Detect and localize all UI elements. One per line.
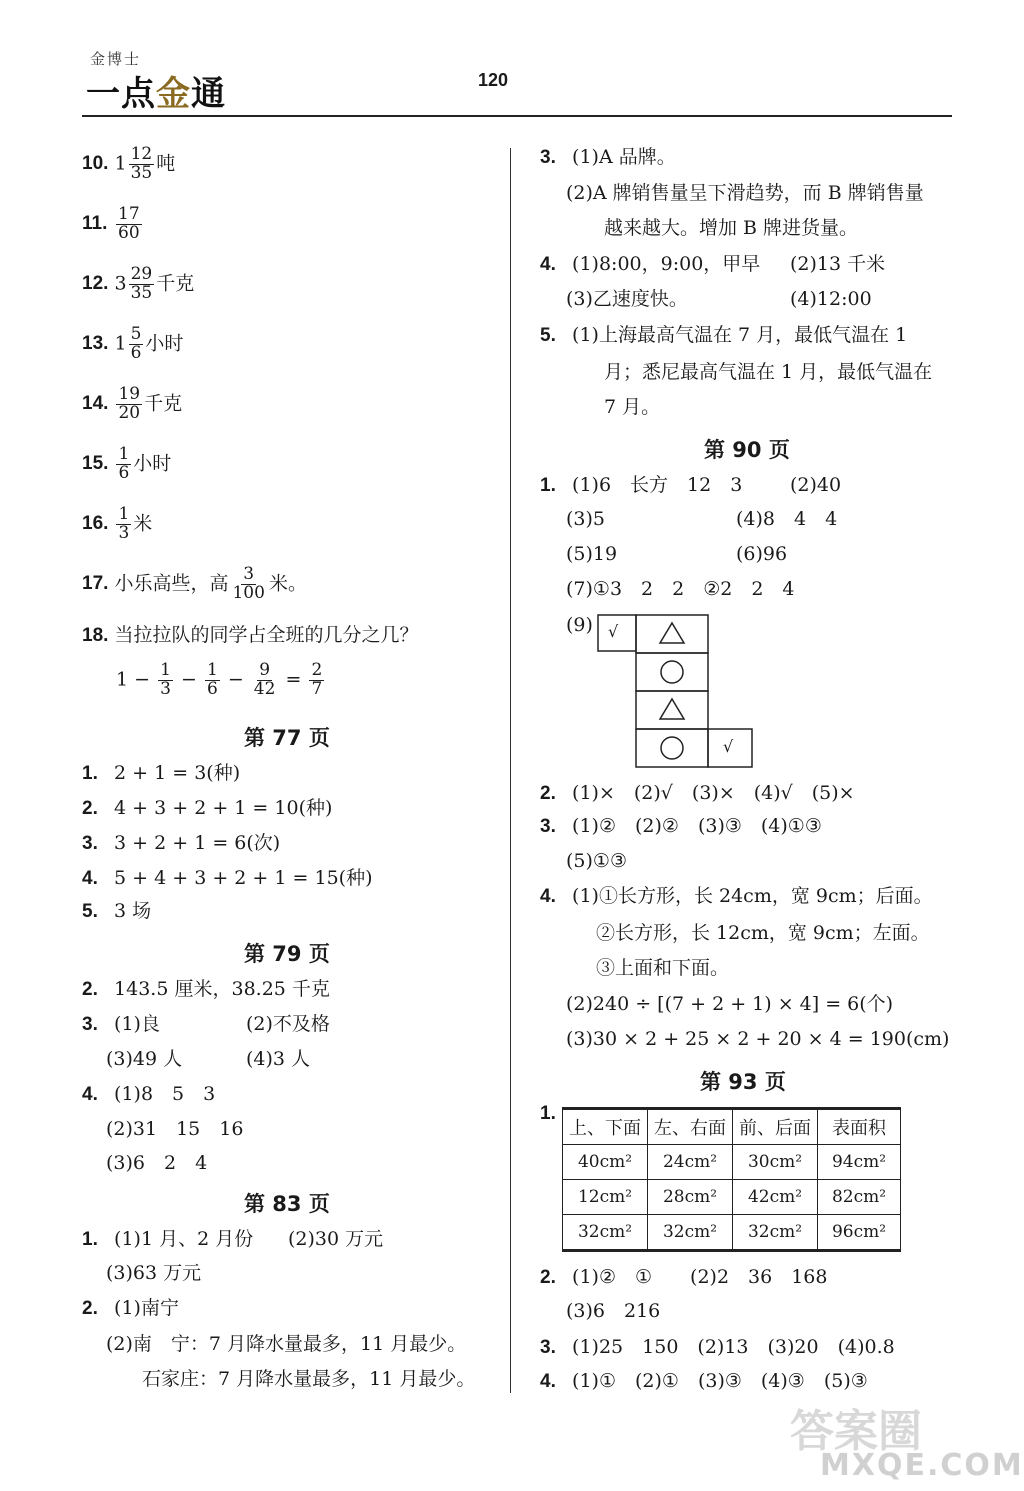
- p90-answer-2: 2. (1)× (2)√ (3)× (4)√ (5)×: [540, 782, 855, 804]
- p90-answer-1-5: (5)19: [566, 543, 618, 565]
- p83-answer-2c: 石家庄：7 月降水量最多，11 月最少。: [142, 1368, 476, 1390]
- table-cell: 40cm²: [563, 1145, 648, 1180]
- table-cell: 32cm²: [563, 1215, 648, 1251]
- r-answer-3: 3. (1)A 品牌。: [540, 146, 676, 168]
- answer-10: 10. 1 $\frac{12}{35}$ 吨: [82, 144, 176, 183]
- p90-answer-4c: ③上面和下面。: [596, 957, 730, 979]
- r-answer-5c: 7 月。: [604, 396, 661, 418]
- brand-subtitle: 金博士: [90, 50, 142, 68]
- r-answer-4: 4. (1)8:00，9:00，甲早: [540, 253, 761, 275]
- fraction: $\frac{5}{6}$: [130, 324, 142, 363]
- table-cell: 24cm²: [648, 1145, 733, 1180]
- table-row: [563, 1180, 901, 1215]
- p93-answer-3: 3. (1)25 150 (2)13 (3)20 (4)0.8: [540, 1336, 895, 1358]
- circle-icon: [661, 737, 683, 759]
- r-answer-3b: (2)A 牌销售量呈下滑趋势，而 B 牌销售量: [566, 182, 924, 204]
- fraction: $\frac{3}{100}$: [232, 564, 265, 603]
- fraction: $\frac{19}{20}$: [118, 384, 141, 423]
- r-answer-3c: 越来越大。增加 B 牌进货量。: [604, 217, 859, 239]
- p83-answer-2b: (2)南 宁：7 月降水量最多，11 月最少。: [106, 1333, 467, 1355]
- answer-18-equation: 1 − $\frac{1}{3}$ − $\frac{1}{6}$ − $\frac{9}{42}$ = $\frac{2}{7}$: [116, 660, 323, 699]
- fraction: $\frac{1}{3}$: [118, 504, 130, 543]
- p79-answer-3b: (2)不及格: [246, 1013, 330, 1035]
- table-cell: 12cm²: [563, 1180, 648, 1215]
- answer-18: 18. 当拉拉队的同学占全班的几分之几？: [82, 624, 419, 646]
- p90-answer-3b: (5)①③: [566, 850, 627, 872]
- brand-logo: [86, 66, 226, 115]
- brand-logo-text-b: 通: [191, 74, 226, 114]
- p90-answer-1-4: (4)8 4 4: [736, 508, 838, 530]
- section-heading-93: 第 93 页: [700, 1070, 786, 1094]
- watermark-logo: 答案圈: [790, 1406, 922, 1457]
- r-answer-4b: (2)13 千米: [790, 253, 886, 275]
- p77-answer-5: 5. 3 场: [82, 900, 152, 922]
- r-answer-5b: 月；悉尼最高气温在 1 月，最低气温在: [604, 361, 933, 383]
- p93-answer-1: 1.: [540, 1103, 556, 1124]
- section-heading-79: 第 79 页: [244, 942, 330, 966]
- p79-answer-3c: (3)49 人: [106, 1048, 183, 1070]
- p90-answer-1-6: (6)96: [736, 543, 788, 565]
- p90-answer-1: 1. (1)6 长方 12 3: [540, 474, 743, 496]
- section-heading-77: 第 77 页: [244, 726, 330, 750]
- table-header-row: [563, 1109, 901, 1145]
- cube-net-diagram: [598, 615, 758, 767]
- p79-answer-3: 3. (1)良: [82, 1013, 160, 1035]
- fraction: $\frac{12}{35}$: [130, 144, 153, 183]
- table-header-cell: 左、右面: [648, 1109, 733, 1145]
- answer-14: 14. $\frac{19}{20}$ 千克: [82, 384, 183, 423]
- answer-11: 11. $\frac{17}{60}$: [82, 204, 140, 243]
- p79-answer-4c: (3)6 2 4: [106, 1152, 208, 1174]
- brand-logo-text-a: 一点: [86, 74, 156, 114]
- net-cell: [636, 615, 708, 653]
- table-header-cell: 表面积: [818, 1109, 901, 1145]
- p90-answer-3: 3. (1)② (2)② (3)③ (4)①③: [540, 815, 822, 837]
- circle-icon: [661, 661, 683, 683]
- p77-answer-4: 4. 5 + 4 + 3 + 2 + 1 = 15(种): [82, 867, 373, 889]
- triangle-icon: [660, 623, 684, 643]
- page-number: 120: [478, 70, 509, 90]
- p83-answer-1b: (2)30 万元: [288, 1228, 384, 1250]
- answer-13: 13. 1 $\frac{5}{6}$ 小时: [82, 324, 184, 363]
- p90-answer-1-2: (2)40: [790, 474, 842, 496]
- p77-answer-2: 2. 4 + 3 + 2 + 1 = 10(种): [82, 797, 333, 819]
- table-cell: 96cm²: [818, 1215, 901, 1251]
- section-heading-90: 第 90 页: [704, 438, 790, 462]
- p77-answer-1: 1. 2 + 1 = 3(种): [82, 762, 241, 784]
- p83-answer-1: 1. (1)1 月、2 月份: [82, 1228, 254, 1250]
- triangle-icon: [660, 699, 684, 719]
- table-header-cell: 前、后面: [733, 1109, 818, 1145]
- fraction: $\frac{29}{35}$: [130, 264, 153, 303]
- p77-answer-3: 3. 3 + 2 + 1 = 6(次): [82, 832, 281, 854]
- net-cell: [636, 691, 708, 729]
- p90-answer-4: 4. (1)①长方形，长 24cm，宽 9cm；后面。: [540, 885, 933, 907]
- net-cell: [636, 653, 708, 691]
- p79-answer-4b: (2)31 15 16: [106, 1118, 244, 1140]
- surface-area-table: [562, 1107, 901, 1252]
- column-divider: [510, 148, 511, 1393]
- p90-answer-4e: (3)30 × 2 + 25 × 2 + 20 × 4 = 190(cm): [566, 1028, 950, 1050]
- answer-12: 12. 3 $\frac{29}{35}$ 千克: [82, 264, 195, 303]
- p90-answer-1-7: (7)①3 2 2 ②2 2 4: [566, 578, 795, 600]
- p79-answer-4: 4. (1)8 5 3: [82, 1083, 216, 1105]
- brand-logo-gold: 金: [156, 74, 191, 114]
- watermark-url: MXQE.COM: [820, 1448, 1024, 1483]
- p93-answer-2: 2. (1)② ① (2)2 36 168: [540, 1266, 828, 1288]
- table-cell: 30cm²: [733, 1145, 818, 1180]
- table-cell: 32cm²: [733, 1215, 818, 1251]
- p83-answer-2: 2. (1)南宁: [82, 1297, 179, 1319]
- answer-15: 15. $\frac{1}{6}$ 小时: [82, 444, 172, 483]
- table-row: [563, 1145, 901, 1180]
- table-header-cell: 上、下面: [563, 1109, 648, 1145]
- p79-answer-2: 2. 143.5 厘米，38.25 千克: [82, 978, 330, 1000]
- net-cell: [636, 729, 708, 767]
- r-answer-4c: (3)乙速度快。: [566, 288, 688, 310]
- p90-answer-1-3: (3)5: [566, 508, 606, 530]
- table-cell: 42cm²: [733, 1180, 818, 1215]
- check-mark-icon: √: [608, 622, 619, 641]
- r-answer-4d: (4)12:00: [790, 288, 872, 310]
- fraction: $\frac{17}{60}$: [118, 204, 140, 243]
- table-cell: 32cm²: [648, 1215, 733, 1251]
- p93-answer-4: 4. (1)① (2)① (3)③ (4)③ (5)③: [540, 1370, 868, 1392]
- section-heading-83: 第 83 页: [244, 1192, 330, 1216]
- table-cell: 82cm²: [818, 1180, 901, 1215]
- p93-answer-2b: (3)6 216: [566, 1300, 661, 1322]
- p90-answer-1-9: (9): [566, 614, 593, 636]
- table-cell: 94cm²: [818, 1145, 901, 1180]
- table-cell: 28cm²: [648, 1180, 733, 1215]
- header-rule: [82, 115, 952, 117]
- check-mark-icon: √: [723, 737, 734, 756]
- p79-answer-3d: (4)3 人: [246, 1048, 311, 1070]
- answer-16: 16. $\frac{1}{3}$ 米: [82, 504, 153, 543]
- answer-17: 17. 小乐高些，高 $\frac{3}{100}$ 米。: [82, 564, 307, 603]
- fraction: $\frac{1}{6}$: [118, 444, 130, 483]
- table-row: [563, 1215, 901, 1251]
- p90-answer-4b: ②长方形，长 12cm，宽 9cm；左面。: [596, 922, 930, 944]
- r-answer-5: 5. (1)上海最高气温在 7 月，最低气温在 1: [540, 324, 908, 346]
- p90-answer-4d: (2)240 ÷ [(7 + 2 + 1) × 4] = 6(个): [566, 993, 894, 1015]
- p83-answer-1c: (3)63 万元: [106, 1262, 202, 1284]
